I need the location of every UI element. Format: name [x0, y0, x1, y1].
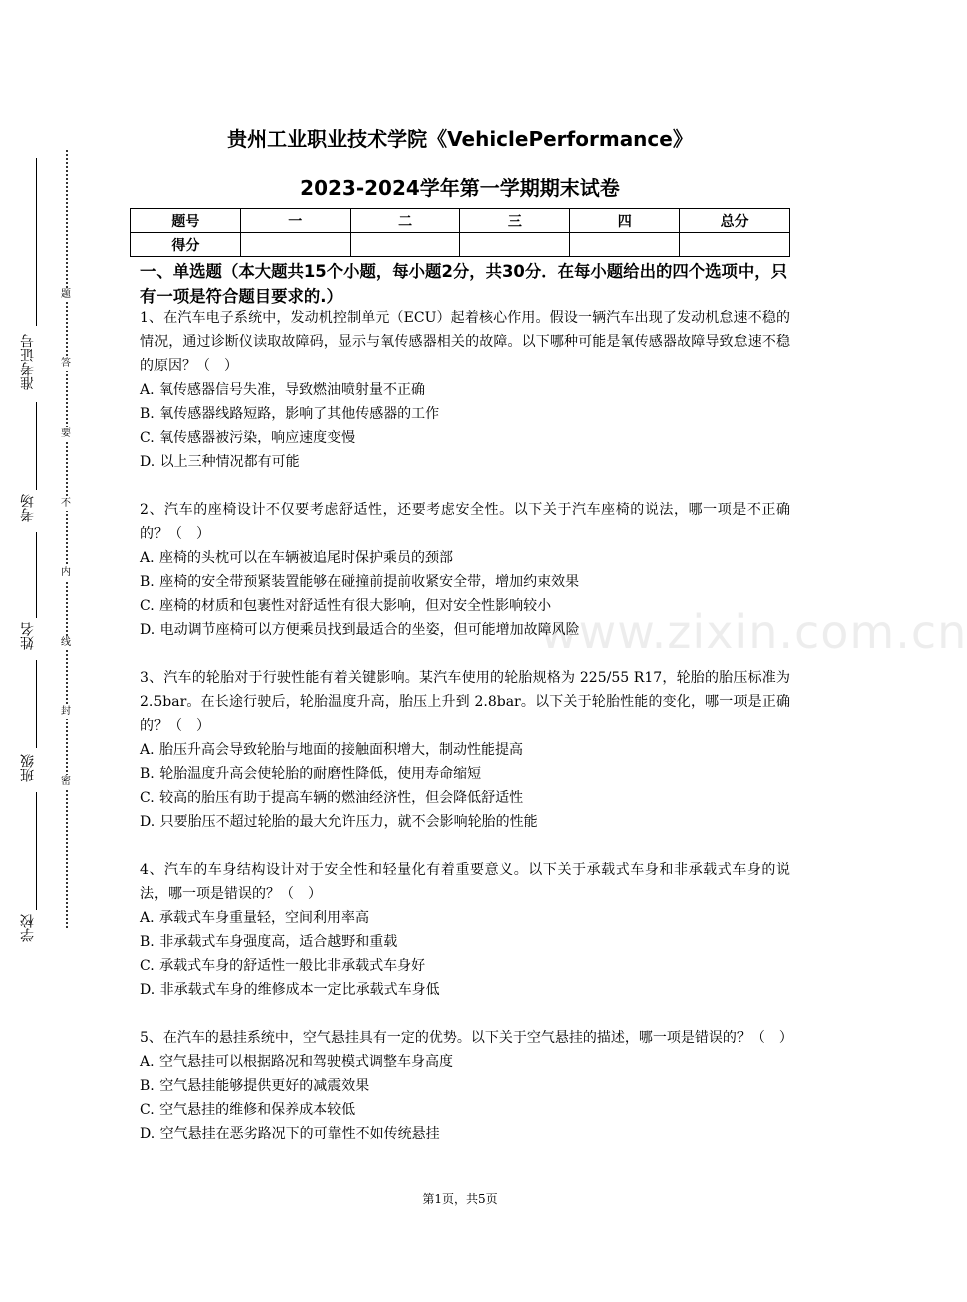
school-label: 学校	[20, 914, 36, 942]
question-option: B. 非承载式车身强度高，适合越野和重载	[140, 934, 398, 950]
score-blank-cell	[460, 233, 570, 257]
exam-room-blank-line	[36, 402, 37, 490]
exam-subtitle: 2023-2024学年第一学期期末试卷	[300, 176, 620, 200]
question-stem: 2、汽车的座椅设计不仅要考虑舒适性，还要考虑安全性。以下关于汽车座椅的说法，哪一项是不正确的？（ ）	[140, 502, 790, 542]
question-option: A. 空气悬挂可以根据路况和驾驶模式调整车身高度	[140, 1054, 454, 1070]
question-list	[140, 306, 793, 1146]
question-option: C. 空气悬挂的维修和保养成本较低	[140, 1102, 356, 1118]
question-option: D. 以上三种情况都有可能	[140, 454, 300, 470]
class-label: 班级	[20, 754, 36, 782]
question-option: A. 承载式车身重量轻，空间利用率高	[140, 910, 370, 926]
seal-char: 内	[58, 566, 74, 580]
question-stem: 3、汽车的轮胎对于行驶性能有着关键影响。某汽车使用的轮胎规格为 225/55 R17，轮胎的胎压标准为 2.5bar。在长途行驶后，轮胎温度升高，胎压上升到 2.8bar。以下关于轮胎性能的变化，哪一项是正确的？（ ）	[140, 670, 790, 734]
watermark: www.zixin.com.cn	[540, 605, 967, 659]
question-option: D. 只要胎压不超过轮胎的最大允许压力，就不会影响轮胎的性能	[140, 814, 538, 830]
question-option: A. 氧传感器信号失准，导致燃油喷射量不正确	[140, 382, 426, 398]
question-option: C. 较高的胎压有助于提高车辆的燃油经济性，但会降低舒适性	[140, 790, 524, 806]
seal-char: 题	[58, 288, 74, 302]
exam-title: 贵州工业职业技术学院《VehiclePerformance》	[227, 127, 693, 151]
question-option: C. 承载式车身的舒适性一般比非承载式车身好	[140, 958, 426, 974]
question-item	[140, 306, 790, 474]
score-header-cell: 四	[570, 209, 680, 233]
score-header-cell: 二	[350, 209, 460, 233]
question-spacer	[140, 1002, 790, 1026]
question-option: C. 座椅的材质和包裹性对舒适性有很大影响，但对安全性影响较小	[140, 598, 552, 614]
question-option: B. 座椅的安全带预紧装置能够在碰撞前提前收紧安全带，增加约束效果	[140, 574, 580, 590]
question-item	[140, 666, 790, 834]
seal-char: 不	[58, 497, 74, 511]
class-blank-line	[36, 660, 37, 748]
seal-char: 要	[58, 427, 74, 441]
score-header-cell: 三	[460, 209, 570, 233]
score-header-cell: 一	[240, 209, 350, 233]
seal-char: 密	[58, 775, 74, 789]
score-row-label: 得分	[131, 233, 241, 257]
question-spacer	[140, 834, 790, 858]
question-option: D. 空气悬挂在恶劣路况下的可靠性不如传统悬挂	[140, 1126, 440, 1142]
name-blank-line	[36, 532, 37, 618]
score-table-score-row	[131, 233, 790, 257]
score-table	[130, 208, 790, 257]
page-footer: 第1页，共5页	[422, 1192, 498, 1206]
question-option: D. 非承载式车身的维修成本一定比承载式车身低	[140, 982, 440, 998]
question-option: C. 氧传感器被污染，响应速度变慢	[140, 430, 356, 446]
seal-char: 封	[58, 705, 74, 719]
question-option: B. 轮胎温度升高会使轮胎的耐磨性降低，使用寿命缩短	[140, 766, 482, 782]
seal-char: 线	[58, 636, 74, 650]
question-stem: 4、汽车的车身结构设计对于安全性和轻量化有着重要意义。以下关于承载式车身和非承载式车身的说法，哪一项是错误的？（ ）	[140, 862, 790, 902]
seal-char: 答	[58, 357, 74, 371]
question-option: D. 电动调节座椅可以方便乘员找到最适合的坐姿，但可能增加故障风险	[140, 622, 580, 638]
question-stem: 5、在汽车的悬挂系统中，空气悬挂具有一定的优势。以下关于空气悬挂的描述，哪一项是错误的？（ ）	[140, 1030, 793, 1046]
school-blank-line	[36, 792, 37, 910]
question-item	[140, 1026, 793, 1146]
exam-id-blank-line	[36, 158, 37, 326]
section-heading: 一、单选题（本大题共15个小题，每小题2分，共30分．在每小题给出的四个选项中，只有一项是符合题目要求的.）	[140, 262, 788, 306]
seal-dotted-line	[66, 150, 68, 928]
question-option: A. 胎压升高会导致轮胎与地面的接触面积增大，制动性能提高	[140, 742, 524, 758]
question-option: B. 氧传感器线路短路，影响了其他传感器的工作	[140, 406, 440, 422]
score-blank-cell	[570, 233, 680, 257]
question-item	[140, 858, 790, 1002]
question-stem: 1、在汽车电子系统中，发动机控制单元（ECU）起着核心作用。假设一辆汽车出现了发动机怠速不稳的情况，通过诊断仪读取故障码，显示与氧传感器相关的故障。以下哪种可能是氧传感器故障导致怠速不稳的原因？（ ）	[140, 310, 790, 374]
score-header-cell: 总分	[680, 209, 790, 233]
exam-id-label: 准考证号	[20, 334, 36, 390]
score-blank-cell	[240, 233, 350, 257]
question-option: B. 空气悬挂能够提供更好的减震效果	[140, 1078, 370, 1094]
question-option: A. 座椅的头枕可以在车辆被追尾时保护乘员的颈部	[140, 550, 454, 566]
score-table-header-row	[131, 209, 790, 233]
name-label: 姓名	[20, 622, 36, 650]
exam-room-label: 考场	[20, 494, 36, 522]
score-blank-cell	[680, 233, 790, 257]
score-header-cell: 题号	[131, 209, 241, 233]
score-blank-cell	[350, 233, 460, 257]
question-spacer	[140, 474, 790, 498]
